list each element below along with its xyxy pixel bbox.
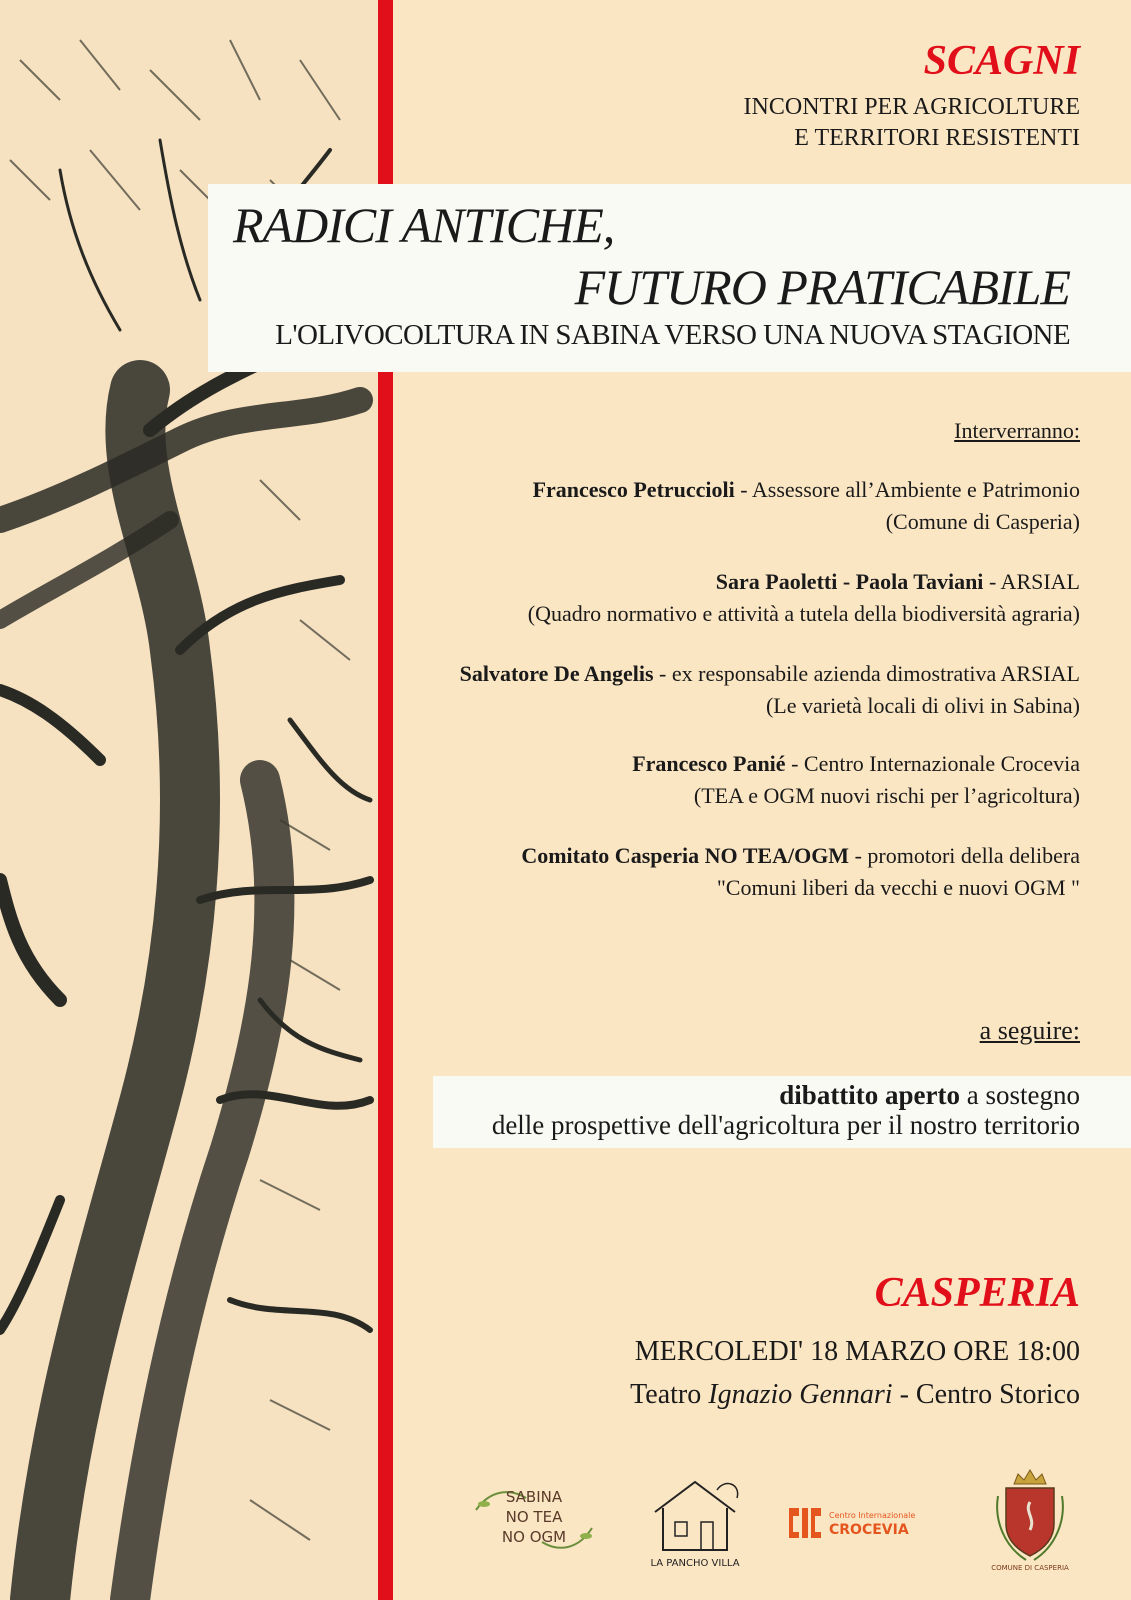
event-place: CASPERIA xyxy=(874,1270,1080,1316)
series-subtitle-line2: E TERRITORI RESISTENTI xyxy=(794,125,1080,151)
debate-rest: a sostegno xyxy=(960,1080,1080,1110)
event-datetime: MERCOLEDI' 18 MARZO ORE 18:00 xyxy=(634,1336,1080,1367)
speaker-role: - Assessore all’Ambiente e Patrimonio xyxy=(734,477,1080,502)
speaker-entry xyxy=(400,748,1080,812)
series-subtitle xyxy=(560,92,1080,154)
speaker-detail: (Quadro normativo e attività a tutela della biodiversità agraria) xyxy=(527,601,1080,626)
event-venue xyxy=(520,1381,1080,1409)
speaker-entry xyxy=(400,474,1080,538)
series-subtitle-line1: INCONTRI PER AGRICOLTURE xyxy=(743,94,1080,120)
speaker-entry xyxy=(400,658,1080,722)
speaker-name: Sara Paoletti - Paola Taviani xyxy=(715,569,984,594)
speaker-detail: "Comuni liberi da vecchi e nuovi OGM " xyxy=(716,875,1080,900)
speaker-name: Francesco Petruccioli xyxy=(532,477,735,502)
series-title: SCAGNI xyxy=(923,38,1080,84)
speakers-label: Interverranno: xyxy=(954,418,1080,443)
sabina-line2: NO TEA xyxy=(505,1508,563,1526)
speaker-detail: (Comune di Casperia) xyxy=(885,509,1080,534)
speaker-name: Comitato Casperia NO TEA/OGM xyxy=(521,843,850,868)
speaker-role: - ex responsabile azienda dimostrativa ARSIAL xyxy=(653,661,1080,686)
speaker-role: - promotori della delibera xyxy=(849,843,1080,868)
comune-casperia-crest xyxy=(990,1466,1070,1572)
debate-line2: delle prospettive dell'agricoltura per il nostro territorio xyxy=(491,1110,1080,1140)
venue-name: Ignazio Gennari xyxy=(708,1379,893,1410)
speaker-detail: (TEA e OGM nuovi rischi per l’agricoltura) xyxy=(693,783,1080,808)
speaker-entry xyxy=(400,566,1080,630)
follow-label: a seguire: xyxy=(979,1016,1080,1045)
crocevia-big-text: CROCEVIA xyxy=(829,1522,909,1538)
speaker-detail: (Le varietà locali di olivi in Sabina) xyxy=(765,693,1080,718)
sabina-no-tea-logo xyxy=(470,1480,598,1560)
debate-highlight: dibattito aperto xyxy=(779,1080,961,1110)
speaker-role: - Centro Internazionale Crocevia xyxy=(785,751,1080,776)
venue-suffix: - Centro Storico xyxy=(892,1379,1080,1410)
speaker-name: Francesco Panié xyxy=(632,751,786,776)
event-title-line1: RADICI ANTICHE, xyxy=(233,197,615,253)
crocevia-logo xyxy=(785,1502,925,1544)
pancho-villa-logo xyxy=(645,1470,745,1572)
speaker-role: - ARSIAL xyxy=(983,569,1080,594)
event-title-line2: FUTURO PRATICABILE xyxy=(574,259,1070,315)
venue-prefix: Teatro xyxy=(630,1379,709,1410)
crocevia-small-text: Centro Internazionale xyxy=(829,1511,916,1520)
sabina-line3: NO OGM xyxy=(501,1528,567,1546)
casperia-caption: COMUNE DI CASPERIA xyxy=(991,1564,1069,1572)
speaker-entry xyxy=(400,840,1080,904)
event-subtitle: L'OLIVOCOLTURA IN SABINA VERSO UNA NUOVA STAGIONE xyxy=(275,319,1070,351)
sabina-line1: SABINA xyxy=(505,1488,563,1506)
debate-line1 xyxy=(433,1080,1080,1110)
pancho-villa-text: LA PANCHO VILLA xyxy=(650,1558,740,1569)
speaker-name: Salvatore De Angelis xyxy=(459,661,654,686)
